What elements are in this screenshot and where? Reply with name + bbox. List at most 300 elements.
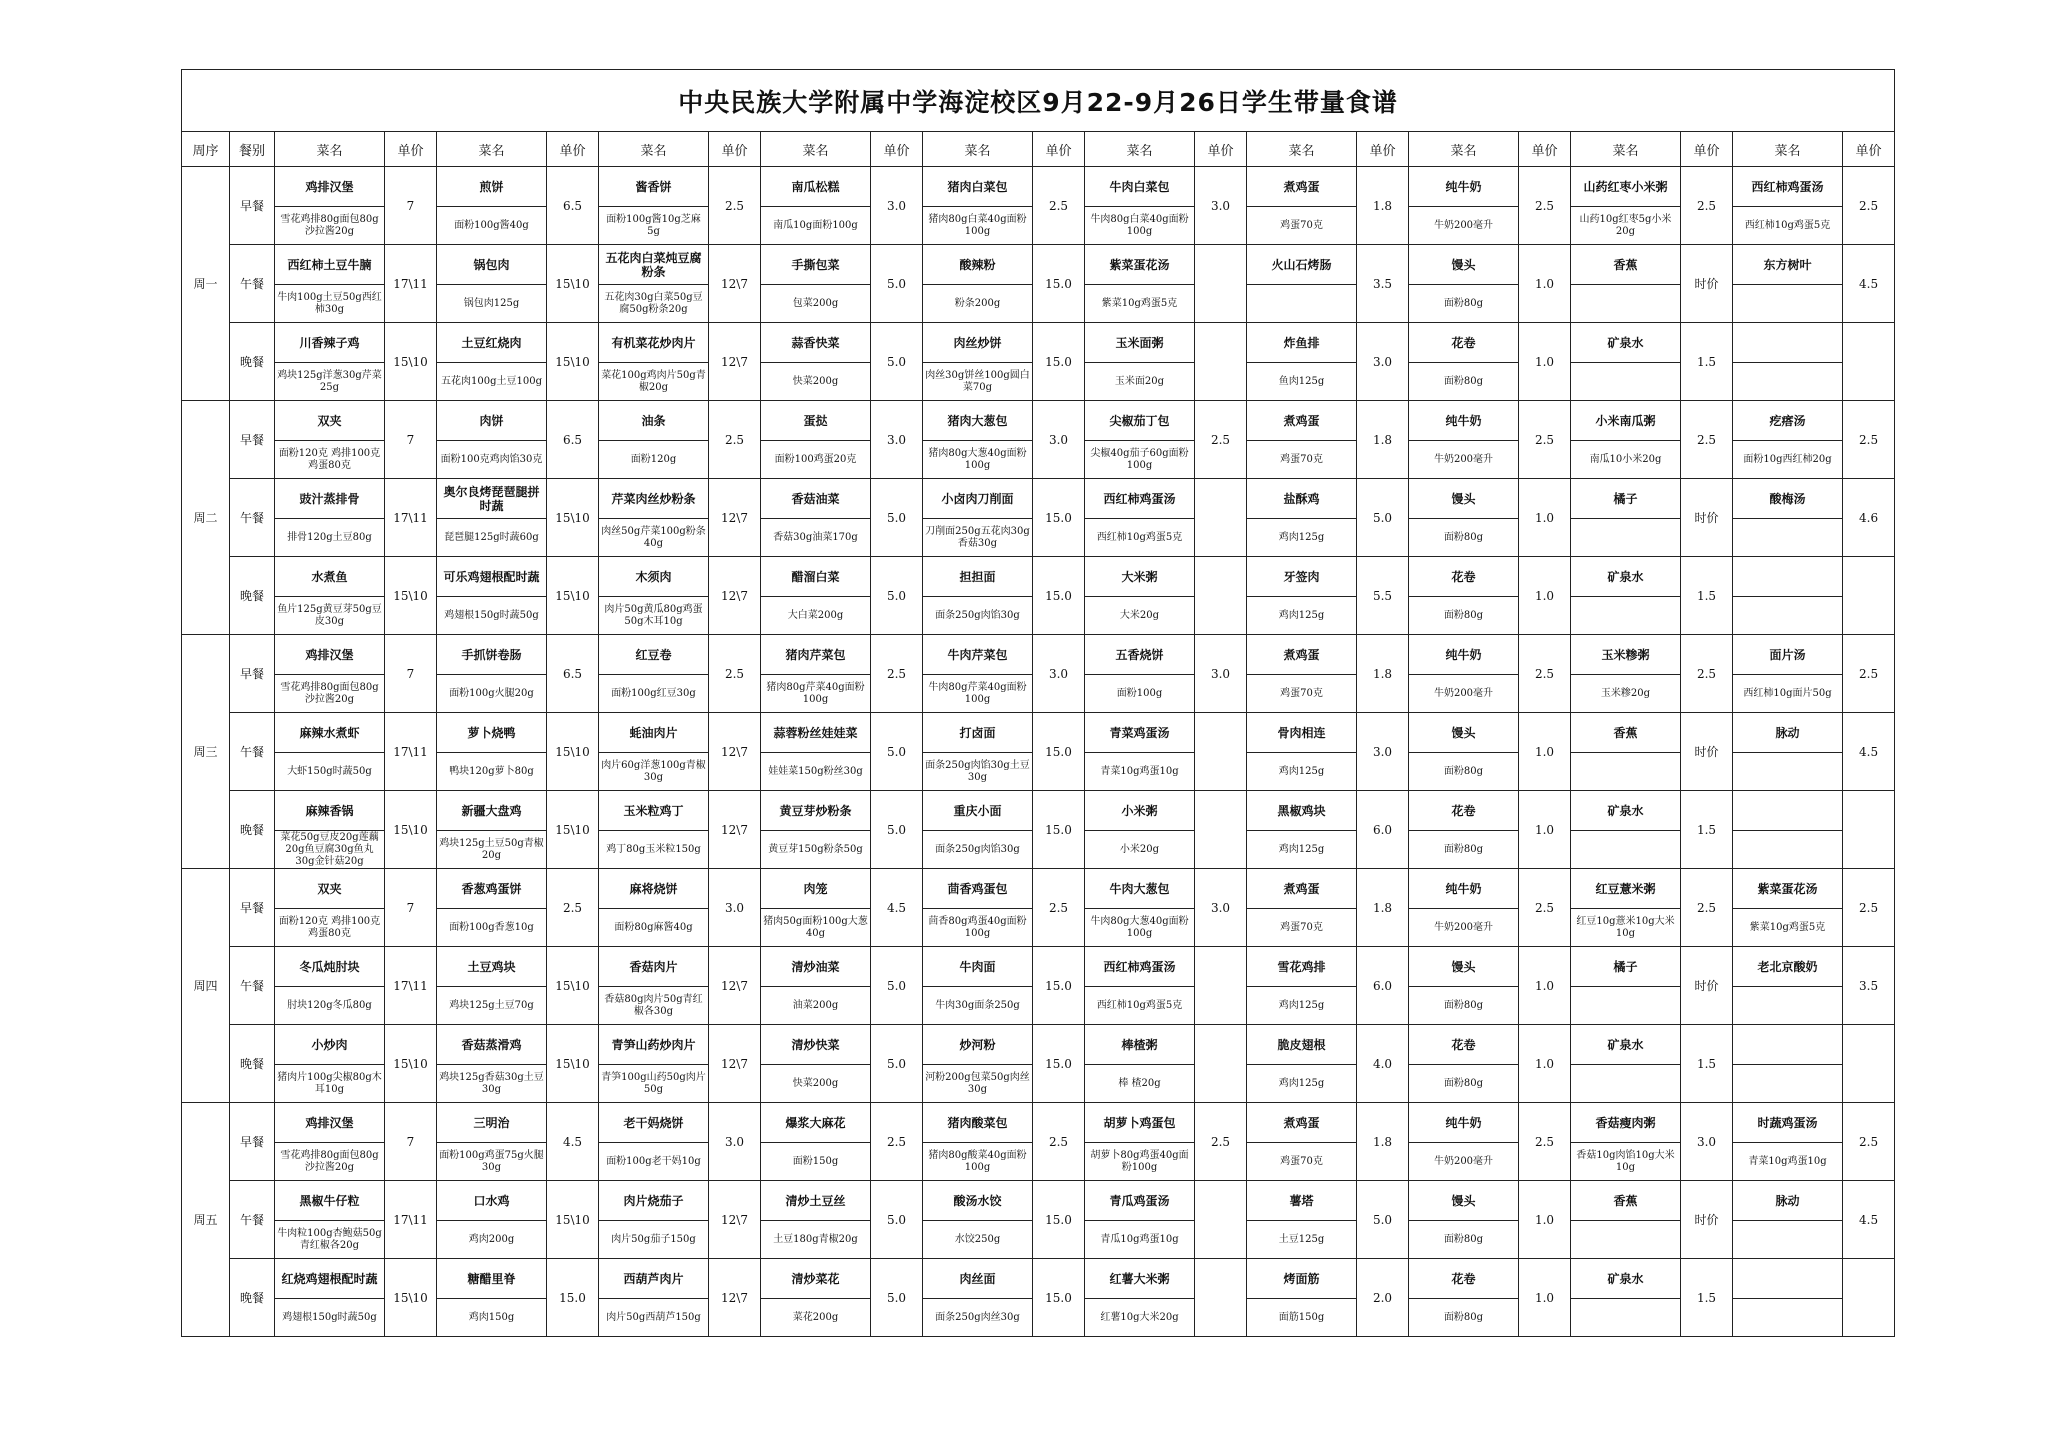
dish-price: 4.5 (1843, 245, 1895, 323)
column-header: 菜名 (1571, 132, 1681, 167)
dish-price: 2.5 (1519, 167, 1571, 245)
dish-ingredients: 西红柿10g面片50g (1733, 675, 1843, 713)
dish-name: 猪肉白菜包 (923, 167, 1033, 207)
dish-name: 牙签肉 (1247, 557, 1357, 597)
dish-ingredients (1247, 285, 1357, 323)
dish-price: 3.0 (1195, 635, 1247, 713)
dish-ingredients: 红薯10g大米20g (1085, 1299, 1195, 1337)
dish-price: 4.6 (1843, 479, 1895, 557)
dish-ingredients: 面粉80g (1409, 987, 1519, 1025)
dish-ingredients: 肉片50g茄子150g (599, 1221, 709, 1259)
dish-price (1195, 713, 1247, 791)
dish-name: 蛋挞 (761, 401, 871, 441)
dish-name: 香蕉 (1571, 1181, 1681, 1221)
dish-ingredients: 鱼肉125g (1247, 363, 1357, 401)
column-header: 单价 (1681, 132, 1733, 167)
dish-name: 小炒肉 (275, 1025, 385, 1065)
dish-name: 酸辣粉 (923, 245, 1033, 285)
dish-ingredients: 青菜10g鸡蛋10g (1733, 1143, 1843, 1181)
dish-name-row (182, 947, 1895, 987)
dish-price: 15\10 (547, 791, 599, 869)
meal-type-cell: 晚餐 (230, 791, 275, 869)
meal-type-cell: 早餐 (230, 401, 275, 479)
dish-name: 骨肉相连 (1247, 713, 1357, 753)
dish-name: 红薯大米粥 (1085, 1259, 1195, 1299)
dish-name: 五香烧饼 (1085, 635, 1195, 675)
dish-name: 西葫芦肉片 (599, 1259, 709, 1299)
dish-ingredients: 牛肉80g白菜40g面粉100g (1085, 207, 1195, 245)
dish-ingredients: 牛奶200毫升 (1409, 675, 1519, 713)
dish-name: 清炒油菜 (761, 947, 871, 987)
dish-name: 纯牛奶 (1409, 869, 1519, 909)
dish-name: 木须肉 (599, 557, 709, 597)
dish-name: 纯牛奶 (1409, 167, 1519, 207)
dish-price: 7 (385, 1103, 437, 1181)
dish-ingredients: 面粉100克鸡肉馅30克 (437, 441, 547, 479)
column-header: 菜名 (923, 132, 1033, 167)
dish-ingredients: 面粉120克 鸡排100克 鸡蛋80克 (275, 909, 385, 947)
dish-price: 15.0 (1033, 557, 1085, 635)
dish-price: 时价 (1681, 713, 1733, 791)
dish-ingredients: 鸡翅根150g时蔬50g (437, 597, 547, 635)
dish-price (1195, 791, 1247, 869)
dish-ingredients: 西红柿10g鸡蛋5克 (1085, 987, 1195, 1025)
dish-ingredients (1733, 1065, 1843, 1103)
dish-price: 17\11 (385, 245, 437, 323)
dish-ingredients: 茴香80g鸡蛋40g面粉100g (923, 909, 1033, 947)
dish-name: 猪肉芹菜包 (761, 635, 871, 675)
dish-ingredients: 快菜200g (761, 363, 871, 401)
dish-name: 棒楂粥 (1085, 1025, 1195, 1065)
dish-ingredients: 面粉80g (1409, 363, 1519, 401)
dish-ingredients: 鸡蛋70克 (1247, 441, 1357, 479)
dish-price: 时价 (1681, 1181, 1733, 1259)
dish-ingredients: 青笋100g山药50g肉片50g (599, 1065, 709, 1103)
dish-price: 15.0 (1033, 1181, 1085, 1259)
dish-ingredients: 面粉80g麻酱40g (599, 909, 709, 947)
dish-ingredients: 玉米糁20g (1571, 675, 1681, 713)
dish-name: 蚝油肉片 (599, 713, 709, 753)
dish-ingredients: 鸡翅根150g时蔬50g (275, 1299, 385, 1337)
dish-ingredients: 面粉80g (1409, 1221, 1519, 1259)
dish-ingredients: 牛肉80g大葱40g面粉100g (1085, 909, 1195, 947)
meal-type-cell: 早餐 (230, 635, 275, 713)
dish-name-row (182, 1259, 1895, 1299)
dish-price: 2.0 (1357, 1259, 1409, 1337)
dish-price: 12\7 (709, 557, 761, 635)
dish-price: 15.0 (1033, 791, 1085, 869)
dish-ingredients: 鸡块125g土豆50g青椒20g (437, 831, 547, 869)
dish-price: 5.0 (871, 947, 923, 1025)
weekday-cell: 周三 (182, 635, 230, 869)
dish-ingredients: 南瓜10小米20g (1571, 441, 1681, 479)
dish-price: 1.5 (1681, 323, 1733, 401)
dish-ingredients: 面粉80g (1409, 1065, 1519, 1103)
dish-name (1733, 1259, 1843, 1299)
dish-price (1843, 323, 1895, 401)
meal-type-cell: 早餐 (230, 1103, 275, 1181)
dish-ingredients: 面粉100g (1085, 675, 1195, 713)
dish-ingredients: 五花肉100g土豆100g (437, 363, 547, 401)
dish-ingredients: 鸡肉125g (1247, 753, 1357, 791)
dish-name: 芹菜肉丝炒粉条 (599, 479, 709, 519)
dish-price: 2.5 (1033, 869, 1085, 947)
dish-ingredients: 鸭块120g萝卜80g (437, 753, 547, 791)
dish-price: 3.0 (871, 401, 923, 479)
dish-name: 牛肉大葱包 (1085, 869, 1195, 909)
dish-price: 3.0 (1033, 635, 1085, 713)
dish-ingredients: 快菜200g (761, 1065, 871, 1103)
dish-name: 雪花鸡排 (1247, 947, 1357, 987)
dish-name: 土豆鸡块 (437, 947, 547, 987)
meal-type-cell: 晚餐 (230, 557, 275, 635)
column-header: 菜名 (761, 132, 871, 167)
dish-ingredients: 紫菜10g鸡蛋5克 (1085, 285, 1195, 323)
dish-ingredients: 面粉120g (599, 441, 709, 479)
dish-price: 12\7 (709, 947, 761, 1025)
dish-name-row (182, 167, 1895, 207)
dish-ingredients: 鸡肉125g (1247, 1065, 1357, 1103)
meal-type-cell: 晚餐 (230, 1259, 275, 1337)
dish-price: 15\10 (547, 713, 599, 791)
dish-name: 大米粥 (1085, 557, 1195, 597)
dish-name: 花卷 (1409, 791, 1519, 831)
dish-ingredients: 面粉80g (1409, 519, 1519, 557)
dish-price: 15\10 (547, 947, 599, 1025)
dish-price: 1.5 (1681, 1259, 1733, 1337)
dish-price: 6.0 (1357, 947, 1409, 1025)
dish-ingredients (1571, 285, 1681, 323)
dish-name (1733, 557, 1843, 597)
dish-ingredients: 鸡蛋70克 (1247, 675, 1357, 713)
dish-name-row (182, 479, 1895, 519)
dish-ingredients: 牛奶200毫升 (1409, 441, 1519, 479)
dish-name-row (182, 1103, 1895, 1143)
dish-price: 2.5 (1195, 401, 1247, 479)
dish-name: 老北京酸奶 (1733, 947, 1843, 987)
dish-name: 猪肉酸菜包 (923, 1103, 1033, 1143)
dish-price: 12\7 (709, 1181, 761, 1259)
dish-name: 新疆大盘鸡 (437, 791, 547, 831)
dish-ingredients: 肉片60g洋葱100g青椒30g (599, 753, 709, 791)
dish-price: 15.0 (1033, 323, 1085, 401)
dish-name-row (182, 323, 1895, 363)
dish-ingredients: 琵琶腿125g时蔬60g (437, 519, 547, 557)
dish-ingredients: 面粉80g (1409, 285, 1519, 323)
dish-name: 胡萝卜鸡蛋包 (1085, 1103, 1195, 1143)
dish-ingredients: 面筋150g (1247, 1299, 1357, 1337)
dish-name: 花卷 (1409, 1259, 1519, 1299)
dish-name: 锅包肉 (437, 245, 547, 285)
dish-ingredients: 鸡肉150g (437, 1299, 547, 1337)
dish-price: 15\10 (547, 323, 599, 401)
dish-price: 15.0 (1033, 479, 1085, 557)
dish-price: 5.0 (1357, 1181, 1409, 1259)
dish-price: 4.0 (1357, 1025, 1409, 1103)
dish-name-row (182, 1025, 1895, 1065)
dish-name: 双夹 (275, 401, 385, 441)
dish-ingredients: 面粉100g红豆30g (599, 675, 709, 713)
dish-price (1195, 1181, 1247, 1259)
dish-name: 口水鸡 (437, 1181, 547, 1221)
dish-ingredients: 肉片50g西葫芦150g (599, 1299, 709, 1337)
dish-price: 15.0 (1033, 1025, 1085, 1103)
dish-name: 黑椒鸡块 (1247, 791, 1357, 831)
dish-name: 打卤面 (923, 713, 1033, 753)
column-header: 菜名 (1247, 132, 1357, 167)
dish-price: 1.8 (1357, 167, 1409, 245)
dish-price: 1.8 (1357, 869, 1409, 947)
dish-ingredients: 面粉100g香葱10g (437, 909, 547, 947)
dish-ingredients: 鸡肉125g (1247, 987, 1357, 1025)
dish-price: 2.5 (1843, 167, 1895, 245)
dish-price: 2.5 (547, 869, 599, 947)
dish-name: 橘子 (1571, 479, 1681, 519)
dish-name: 尖椒茄丁包 (1085, 401, 1195, 441)
weekday-cell: 周四 (182, 869, 230, 1103)
dish-price: 15.0 (1033, 1259, 1085, 1337)
column-header: 单价 (1033, 132, 1085, 167)
dish-ingredients: 面粉120克 鸡排100克 鸡蛋80克 (275, 441, 385, 479)
column-header: 菜名 (1085, 132, 1195, 167)
dish-price: 2.5 (1033, 167, 1085, 245)
dish-name: 川香辣子鸡 (275, 323, 385, 363)
dish-name: 馒头 (1409, 947, 1519, 987)
dish-ingredients: 雪花鸡排80g面包80g沙拉酱20g (275, 1143, 385, 1181)
dish-price: 3.0 (1033, 401, 1085, 479)
dish-price: 4.5 (1843, 713, 1895, 791)
dish-ingredients: 面粉100鸡蛋20克 (761, 441, 871, 479)
dish-price (1843, 791, 1895, 869)
dish-ingredients: 面粉80g (1409, 597, 1519, 635)
dish-price: 5.0 (871, 1259, 923, 1337)
dish-name: 小卤肉刀削面 (923, 479, 1033, 519)
dish-price: 3.5 (1843, 947, 1895, 1025)
dish-price (1195, 323, 1247, 401)
dish-name: 矿泉水 (1571, 1259, 1681, 1299)
dish-name: 香葱鸡蛋饼 (437, 869, 547, 909)
dish-name: 糖醋里脊 (437, 1259, 547, 1299)
dish-name: 麻将烧饼 (599, 869, 709, 909)
column-header: 菜名 (1409, 132, 1519, 167)
dish-price: 5.0 (871, 323, 923, 401)
dish-name: 双夹 (275, 869, 385, 909)
dish-name: 麻辣香锅 (275, 791, 385, 831)
dish-ingredients (1733, 519, 1843, 557)
dish-ingredients: 尖椒40g茄子60g面粉100g (1085, 441, 1195, 479)
dish-ingredients: 面粉80g (1409, 831, 1519, 869)
dish-price: 12\7 (709, 245, 761, 323)
dish-price: 1.0 (1519, 713, 1571, 791)
dish-price: 6.5 (547, 167, 599, 245)
dish-price: 2.5 (1681, 167, 1733, 245)
dish-ingredients: 排骨120g土豆80g (275, 519, 385, 557)
column-header: 菜名 (1733, 132, 1843, 167)
dish-name: 醋溜白菜 (761, 557, 871, 597)
dish-ingredients: 猪肉80g大葱40g面粉100g (923, 441, 1033, 479)
column-header: 单价 (1843, 132, 1895, 167)
dish-ingredients (1571, 1299, 1681, 1337)
dish-name: 纯牛奶 (1409, 635, 1519, 675)
dish-name: 脉动 (1733, 1181, 1843, 1221)
dish-price: 15\10 (385, 323, 437, 401)
column-header: 餐别 (230, 132, 275, 167)
dish-ingredients: 牛肉100g土豆50g西红柿30g (275, 285, 385, 323)
weekday-cell: 周一 (182, 167, 230, 401)
dish-name-row (182, 1181, 1895, 1221)
dish-ingredients: 牛奶200毫升 (1409, 1143, 1519, 1181)
dish-name: 盐酥鸡 (1247, 479, 1357, 519)
dish-name: 有机菜花炒肉片 (599, 323, 709, 363)
dish-price: 时价 (1681, 479, 1733, 557)
dish-ingredients: 猪肉50g面粉100g大葱40g (761, 909, 871, 947)
dish-name: 红豆卷 (599, 635, 709, 675)
dish-name: 山药红枣小米粥 (1571, 167, 1681, 207)
dish-name: 爆浆大麻花 (761, 1103, 871, 1143)
dish-price: 1.0 (1519, 947, 1571, 1025)
dish-name: 三明治 (437, 1103, 547, 1143)
dish-ingredients: 猪肉片100g尖椒80g木耳10g (275, 1065, 385, 1103)
dish-ingredients: 鸡肉125g (1247, 597, 1357, 635)
dish-name-row (182, 869, 1895, 909)
dish-ingredients: 面粉100g酱40g (437, 207, 547, 245)
dish-name: 清炒土豆丝 (761, 1181, 871, 1221)
dish-price: 5.0 (871, 1025, 923, 1103)
dish-name: 香菇蒸滑鸡 (437, 1025, 547, 1065)
dish-price: 3.0 (1357, 713, 1409, 791)
dish-name: 矿泉水 (1571, 557, 1681, 597)
dish-ingredients: 鸡块125g土豆70g (437, 987, 547, 1025)
meal-type-cell: 午餐 (230, 245, 275, 323)
dish-name: 矿泉水 (1571, 323, 1681, 363)
dish-ingredients: 牛肉粒100g杏鲍菇50g青红椒各20g (275, 1221, 385, 1259)
dish-price: 2.5 (709, 635, 761, 713)
dish-price: 4.5 (1843, 1181, 1895, 1259)
dish-price: 6.0 (1357, 791, 1409, 869)
dish-name-row (182, 245, 1895, 285)
dish-ingredients: 粉条200g (923, 285, 1033, 323)
dish-ingredients: 鸡块125g香菇30g土豆30g (437, 1065, 547, 1103)
dish-ingredients: 红豆10g薏米10g大米10g (1571, 909, 1681, 947)
weekday-cell: 周二 (182, 401, 230, 635)
dish-name: 香菇瘦肉粥 (1571, 1103, 1681, 1143)
dish-name: 土豆红烧肉 (437, 323, 547, 363)
dish-name: 玉米面粥 (1085, 323, 1195, 363)
dish-ingredients: 面粉150g (761, 1143, 871, 1181)
dish-price: 2.5 (1843, 869, 1895, 947)
dish-name: 煮鸡蛋 (1247, 401, 1357, 441)
dish-name: 西红柿鸡蛋汤 (1085, 947, 1195, 987)
dish-price: 2.5 (709, 401, 761, 479)
column-header: 单价 (547, 132, 599, 167)
dish-name: 五花肉白菜炖豆腐粉条 (599, 245, 709, 285)
dish-price: 2.5 (1519, 401, 1571, 479)
dish-price: 2.5 (709, 167, 761, 245)
dish-price: 1.5 (1681, 557, 1733, 635)
column-header: 单价 (709, 132, 761, 167)
dish-ingredients: 鸡丁80g玉米粒150g (599, 831, 709, 869)
dish-ingredients: 猪肉80g芹菜40g面粉100g (761, 675, 871, 713)
dish-name: 香菇肉片 (599, 947, 709, 987)
dish-ingredients: 刀削面250g五花肉30g香菇30g (923, 519, 1033, 557)
dish-price: 2.5 (1843, 635, 1895, 713)
dish-name (1733, 791, 1843, 831)
dish-ingredients: 大白菜200g (761, 597, 871, 635)
dish-ingredients (1733, 285, 1843, 323)
dish-price: 5.0 (871, 791, 923, 869)
dish-name: 鸡排汉堡 (275, 635, 385, 675)
dish-price: 5.0 (871, 1181, 923, 1259)
dish-ingredients: 面条250g肉馅30g土豆30g (923, 753, 1033, 791)
meal-type-cell: 午餐 (230, 1181, 275, 1259)
dish-name: 脆皮翅根 (1247, 1025, 1357, 1065)
dish-ingredients (1571, 519, 1681, 557)
menu-sheet (181, 69, 1882, 1337)
dish-name: 玉米粒鸡丁 (599, 791, 709, 831)
dish-name: 奥尔良烤琵琶腿拼时蔬 (437, 479, 547, 519)
dish-name: 肉饼 (437, 401, 547, 441)
dish-price: 12\7 (709, 323, 761, 401)
dish-ingredients: 香菇30g油菜170g (761, 519, 871, 557)
dish-name: 紫菜蛋花汤 (1085, 245, 1195, 285)
dish-ingredients: 鸡块125g洋葱30g芹菜25g (275, 363, 385, 401)
dish-ingredients (1733, 363, 1843, 401)
dish-ingredients (1733, 1221, 1843, 1259)
dish-price (1195, 1025, 1247, 1103)
dish-name-row (182, 791, 1895, 831)
dish-price: 1.0 (1519, 323, 1571, 401)
dish-ingredients: 胡萝卜80g鸡蛋40g面粉100g (1085, 1143, 1195, 1181)
menu-table (181, 69, 1895, 1337)
dish-name: 薯塔 (1247, 1181, 1357, 1221)
dish-price: 1.0 (1519, 245, 1571, 323)
dish-ingredients: 鱼片125g黄豆芽50g豆皮30g (275, 597, 385, 635)
dish-price: 1.8 (1357, 1103, 1409, 1181)
dish-ingredients: 肉丝30g饼丝100g圆白菜70g (923, 363, 1033, 401)
dish-name: 黄豆芽炒粉条 (761, 791, 871, 831)
dish-price: 7 (385, 401, 437, 479)
dish-price: 6.5 (547, 401, 599, 479)
dish-price: 3.0 (1195, 167, 1247, 245)
dish-price: 1.0 (1519, 557, 1571, 635)
dish-price: 时价 (1681, 245, 1733, 323)
dish-price: 17\11 (385, 479, 437, 557)
dish-ingredients (1571, 597, 1681, 635)
dish-ingredients: 面粉80g (1409, 753, 1519, 791)
dish-price (1195, 557, 1247, 635)
dish-price: 7 (385, 869, 437, 947)
dish-ingredients (1571, 831, 1681, 869)
dish-ingredients: 香菇80g肉片50g青红椒各30g (599, 987, 709, 1025)
dish-ingredients (1571, 1221, 1681, 1259)
dish-ingredients: 鸡肉125g (1247, 519, 1357, 557)
meal-type-cell: 早餐 (230, 869, 275, 947)
dish-name: 西红柿土豆牛腩 (275, 245, 385, 285)
dish-ingredients: 大虾150g时蔬50g (275, 753, 385, 791)
dish-name: 小米粥 (1085, 791, 1195, 831)
dish-price: 2.5 (1681, 635, 1733, 713)
dish-ingredients (1571, 1065, 1681, 1103)
dish-name: 火山石烤肠 (1247, 245, 1357, 285)
header-row (182, 132, 1895, 167)
dish-price: 2.5 (1843, 1103, 1895, 1181)
dish-name-row (182, 635, 1895, 675)
dish-name: 青瓜鸡蛋汤 (1085, 1181, 1195, 1221)
dish-price: 1.8 (1357, 401, 1409, 479)
dish-price: 3.0 (871, 167, 923, 245)
dish-name: 蒜香快菜 (761, 323, 871, 363)
dish-name: 煮鸡蛋 (1247, 635, 1357, 675)
